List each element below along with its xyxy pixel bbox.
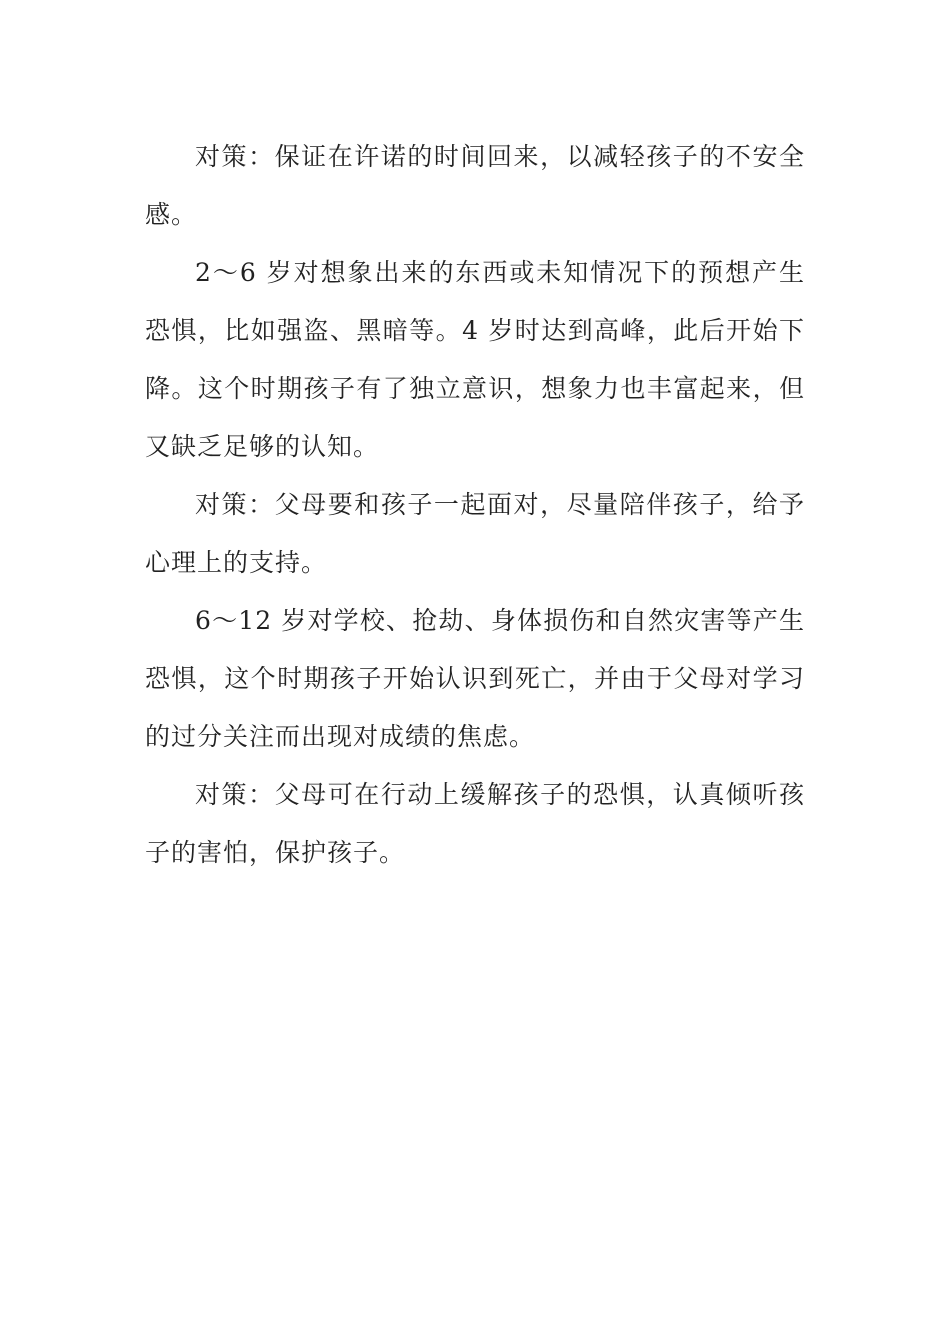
- paragraph-strategy-2: 对策：父母要和孩子一起面对，尽量陪伴孩子，给予心理上的支持。: [145, 490, 805, 577]
- paragraph-strategy-3: 对策：父母可在行动上缓解孩子的恐惧，认真倾听孩子的害怕，保护孩子。: [145, 780, 805, 867]
- document-body: [145, 128, 805, 882]
- paragraph-age-2-6: 2～6 岁对想象出来的东西或未知情况下的预想产生恐惧，比如强盗、黑暗等。4 岁时达到高峰，此后开始下降。这个时期孩子有了独立意识，想象力也丰富起来，但又缺乏足够的认知。: [145, 258, 805, 461]
- paragraph-strategy-1: 对策：保证在许诺的时间回来，以减轻孩子的不安全感。: [145, 142, 805, 229]
- paragraph-age-6-12: 6～12 岁对学校、抢劫、身体损伤和自然灾害等产生恐惧，这个时期孩子开始认识到死亡，并由于父母对学习的过分关注而出现对成绩的焦虑。: [145, 606, 805, 751]
